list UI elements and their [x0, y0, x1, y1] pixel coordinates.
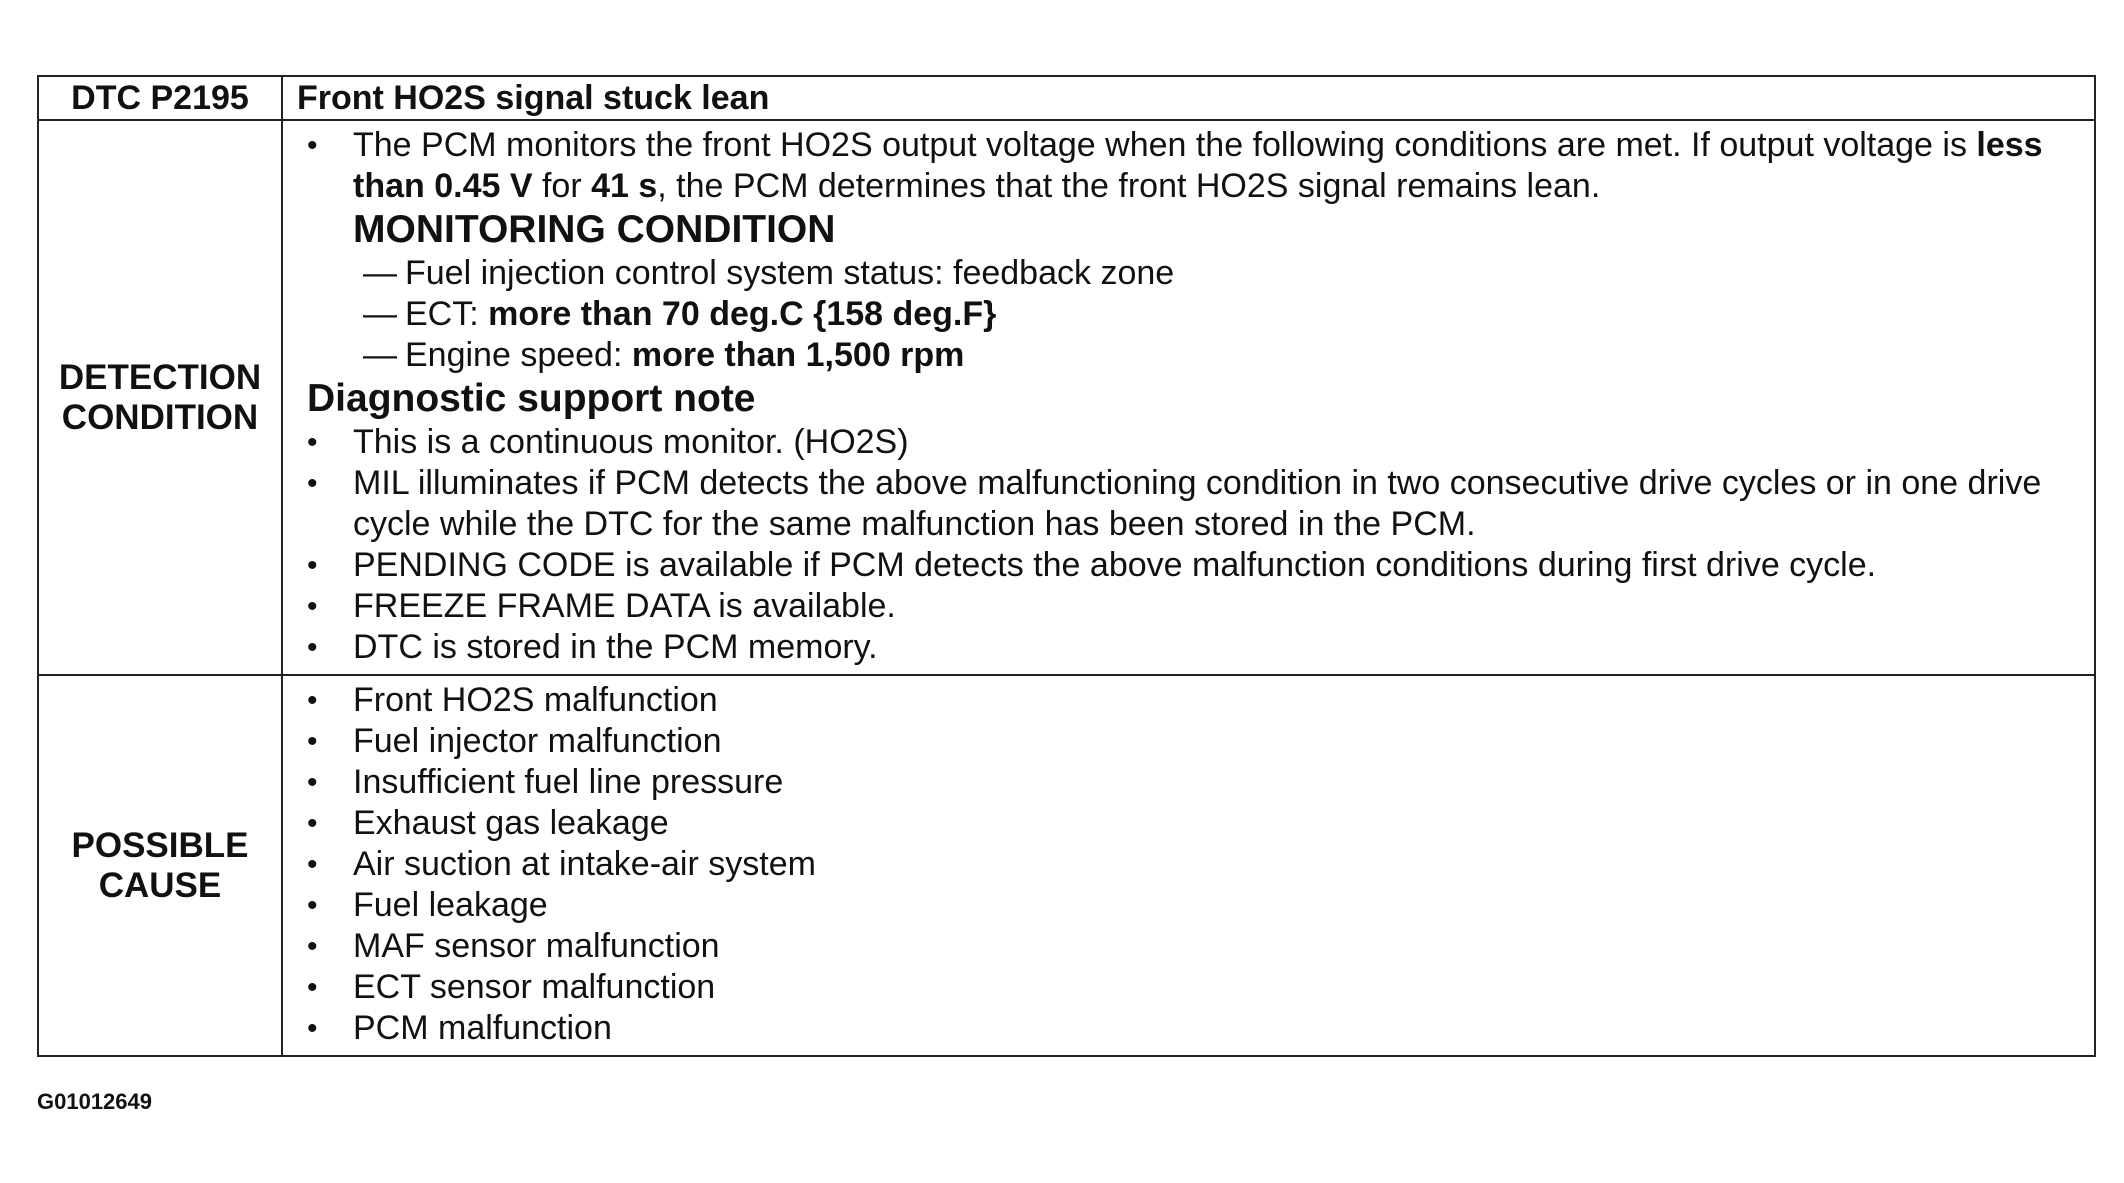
support-note: • MIL illuminates if PCM detects the above malfunctioning condition in two consecutive drive cycles or in one drive cycle while the DTC for the same malfunction has been stored in the PCM.	[307, 463, 2084, 545]
cause-item: • Exhaust gas leakage	[307, 803, 2084, 844]
detection-content	[282, 120, 2095, 675]
monitoring-item-text: Fuel injection control system status: feedback zone	[405, 254, 1175, 292]
monitoring-item-text: Engine speed:	[405, 336, 632, 374]
monitoring-item	[363, 253, 2084, 294]
detection-label-line1: DETECTION	[58, 357, 262, 397]
dtc-title: Front HO2S signal stuck lean	[282, 76, 2095, 120]
intro-list	[307, 125, 2084, 207]
possible-cause-label-line1: POSSIBLE	[71, 825, 249, 865]
possible-cause-label	[38, 675, 282, 1056]
cause-item: • Front HO2S malfunction	[307, 680, 2084, 721]
support-note: • PENDING CODE is available if PCM detects the above malfunction conditions during first drive cycle.	[307, 545, 2084, 586]
monitoring-item-value: more than 1,500 rpm	[631, 336, 965, 374]
cause-list	[307, 680, 2084, 1049]
detection-label	[38, 120, 282, 675]
intro-part1: The PCM monitors the front HO2S output voltage when the following conditions are met. If output voltage is	[353, 126, 1977, 164]
cause-item: • PCM malfunction	[307, 1008, 2084, 1049]
cause-item: • Insufficient fuel line pressure	[307, 762, 2084, 803]
support-note: • DTC is stored in the PCM memory.	[307, 627, 2084, 668]
monitoring-item	[363, 335, 2084, 376]
dash-mark: —	[363, 254, 397, 292]
intro-bold2: 41 s	[591, 167, 658, 205]
detection-label-line2: CONDITION	[61, 397, 259, 437]
dtc-table	[37, 75, 2096, 1057]
monitoring-item-text: ECT:	[405, 295, 489, 333]
cause-item: • Fuel injector malfunction	[307, 721, 2084, 762]
monitoring-item	[363, 294, 2084, 335]
support-heading: Diagnostic support note	[307, 377, 756, 420]
support-note: • FREEZE FRAME DATA is available.	[307, 586, 2084, 627]
possible-cause-content	[282, 675, 2095, 1056]
detection-row	[38, 120, 2095, 675]
possible-cause-label-line2: CAUSE	[98, 865, 222, 905]
intro-bold1: less than 0.45 V	[353, 126, 2043, 205]
header-row	[38, 76, 2095, 120]
monitoring-list	[307, 253, 2084, 376]
support-list	[307, 422, 2084, 668]
monitoring-heading: MONITORING CONDITION	[353, 208, 836, 251]
intro-item	[307, 125, 2084, 207]
dash-mark: —	[363, 295, 397, 333]
support-note: • This is a continuous monitor. (HO2S)	[307, 422, 2084, 463]
intro-part2: for	[532, 167, 592, 205]
intro-part3: , the PCM determines that the front HO2S signal remains lean.	[657, 167, 1601, 205]
possible-cause-row	[38, 675, 2095, 1056]
figure-id: G01012649	[37, 1089, 152, 1114]
monitoring-item-value: more than 70 deg.C {158 deg.F}	[488, 295, 997, 333]
dtc-code: DTC P2195	[38, 76, 282, 120]
cause-item: • MAF sensor malfunction	[307, 926, 2084, 967]
cause-item: • Air suction at intake-air system	[307, 844, 2084, 885]
dash-mark: —	[363, 336, 397, 374]
cause-item: • Fuel leakage	[307, 885, 2084, 926]
cause-item: • ECT sensor malfunction	[307, 967, 2084, 1008]
